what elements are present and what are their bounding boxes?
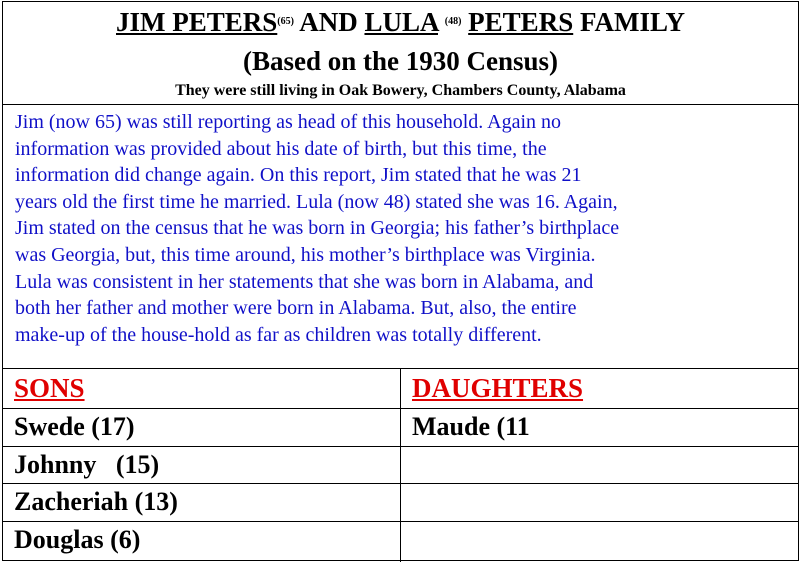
son-cell: Zacheriah (13) [14,487,178,516]
family-title [3,6,798,38]
narrative-line: Lula was consistent in her statements that she was born in Alabama, and [15,270,594,293]
title-family: FAMILY [579,7,685,37]
son-cell: Johnny (15) [14,450,160,479]
sons-header: SONS [14,373,85,403]
daughter-cell: Maude (11 [412,412,530,441]
title-surname: PETERS [468,7,574,37]
son-cell: Swede (17) [14,412,135,441]
narrative-line: Jim stated on the census that he was born in Georgia; his father’s birthplace [15,217,620,240]
location-line: They were still living in Oak Bowery, Chambers County, Alabama [175,82,626,99]
narrative-line: was Georgia, but, this time around, his mother’s birthplace was Virginia. [15,243,596,266]
table-column-divider [400,369,401,562]
narrative-paragraph [15,109,795,348]
title-and: AND [299,7,358,37]
daughters-header: DAUGHTERS [412,373,584,403]
narrative-line: information was provided about his date of birth, but this time, the [15,137,547,160]
family-record-sheet [2,1,799,561]
narrative-line: both her father and mother were born in Alabama. But, also, the entire [15,297,577,320]
title-name-lula: LULA [364,7,438,37]
narrative-line: make-up of the house-hold as far as children was totally different. [15,323,542,346]
son-cell: Douglas (6) [14,525,141,554]
title-age-lula: (48) [444,16,462,27]
narrative-line: years old the first time he married. Lula (now 48) stated she was 16. Again, [15,190,618,213]
title-age-jim: (65) [277,16,294,27]
narrative-line: Jim (now 65) was still reporting as head of this household. Again no [15,111,562,133]
census-subtitle: (Based on the 1930 Census) [242,46,559,76]
narrative-line: information did change again. On this report, Jim stated that he was 21 [15,164,582,187]
title-name-jim: JIM PETERS [116,7,278,37]
header-divider [3,104,798,105]
